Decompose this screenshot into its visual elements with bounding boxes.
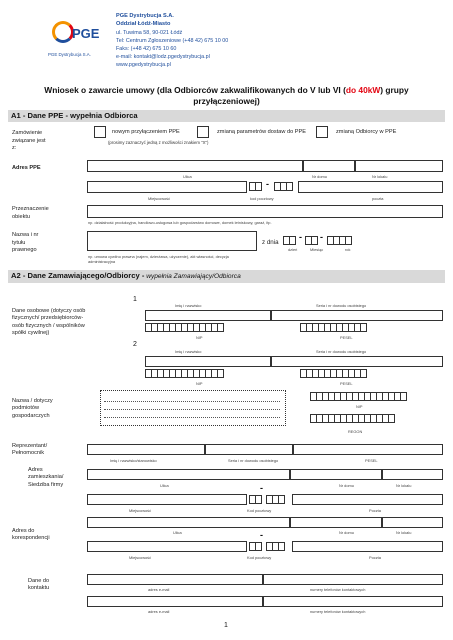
company-web[interactable]: www.pgedystrybucja.pl (116, 62, 171, 68)
section-a2-header (8, 270, 445, 283)
representative-name-caption: Imię i nazwisko/stanowisko (110, 458, 157, 463)
option-new-connection-label: nowym przyłączeniem PPE (112, 129, 180, 135)
logo-ring-icon (52, 21, 74, 43)
date-month-caption: Miesiąc (310, 247, 324, 252)
representative-id-field[interactable] (205, 444, 293, 455)
residence-city-caption: Miejscowość (129, 508, 152, 513)
postcode-dash: - (260, 530, 263, 540)
legal-title-label: Nazwa i nr tytułu prawnego (12, 232, 39, 254)
person-1-nip-field[interactable] (145, 323, 223, 332)
residence-city-field[interactable] (87, 494, 247, 505)
contact-email-caption-1: adres e-mail (148, 587, 170, 592)
person-1-id-caption: Seria i nr dowodu osobistego (316, 303, 367, 308)
option-new-connection-checkbox[interactable] (94, 126, 106, 138)
person-1-pesel-field[interactable] (300, 323, 366, 332)
corr-flat-field[interactable] (382, 517, 443, 528)
representative-label: Reprezentant/ Pełnomocnik (12, 443, 48, 457)
correspondence-address-label: Adres do korespondencji (12, 528, 50, 542)
ppe-street-field[interactable] (87, 160, 303, 172)
company-phone: Tel: Centrum Zgłoszeniowe (+48 42) 675 10 00 (116, 38, 229, 44)
contact-data-label: Dane do kontaktu (28, 578, 50, 592)
representative-name-field[interactable] (87, 444, 205, 455)
person-1-nip-caption: NIP (196, 335, 203, 340)
a2-header-text: A2 - Dane Zamawiającego/Odbiorcy - (11, 271, 145, 280)
person-2-name-field[interactable] (145, 356, 271, 367)
person-1-pesel-caption: PESEL (340, 335, 353, 340)
representative-pesel-field[interactable] (293, 444, 443, 455)
company-email[interactable]: e-mail: kontakt@lodz.pgedystrybucja.pl (116, 54, 210, 60)
page-number: 1 (224, 622, 228, 629)
date-label: z dnia (262, 239, 279, 246)
residence-postcode-field-b[interactable] (266, 495, 284, 504)
corr-street-caption: Ulica (173, 530, 182, 535)
corr-postcode-field-b[interactable] (266, 542, 284, 551)
dotted-line (104, 409, 280, 410)
legal-title-hint: np. umowa cywilno prawna (najem, dzierżawa, użyczenie), akt własności, decyzja administracyjna (88, 254, 229, 265)
residence-post-caption: Poczta (369, 508, 381, 513)
title-part-a: Wniosek o zawarcie umowy (dla Odbiorców zakwalifikowanych do V lub VI ( (44, 85, 346, 95)
ppe-city-caption: Miejscowość (148, 196, 171, 201)
residence-flat-field[interactable] (382, 469, 443, 480)
person-1-name-caption: Imię i nazwisko (175, 303, 202, 308)
ppe-street-caption: Ulica (183, 174, 192, 179)
person-2-name-caption: Imię i nazwisko (175, 349, 202, 354)
person-2-pesel-field[interactable] (300, 369, 366, 378)
person-2-nip-field[interactable] (145, 369, 223, 378)
company-street: ul. Tuwima 58, 90-021 Łódź (116, 30, 183, 36)
adres-ppe-label: Adres PPE (12, 165, 41, 171)
corr-post-field[interactable] (292, 541, 443, 552)
option-note: (prosimy zaznaczyć jedną z możliwości znakiem "X") (108, 140, 209, 145)
representative-pesel-caption: PESEL (365, 458, 378, 463)
company-name: PGE Dystrybucja S.A. (116, 13, 174, 19)
pge-logo (48, 17, 106, 63)
representative-id-caption: Seria i nr dowodu osobistego (228, 458, 279, 463)
residence-postcode-field[interactable] (249, 495, 261, 504)
dotted-line (104, 417, 280, 418)
person-1-name-field[interactable] (145, 310, 271, 321)
zamowienie-label: Zamówienie związane jest z: (12, 130, 46, 152)
company-entity-label: Nazwa / dotyczy podmiotów gospodarczych (12, 398, 53, 419)
corr-postcode-field[interactable] (249, 542, 261, 551)
person-2-id-field[interactable] (271, 356, 443, 367)
title-red-part: do 40kW (345, 85, 381, 95)
contact-email-field-1[interactable] (87, 574, 263, 585)
contact-phone-caption-1: numery telefonów kontaktowych (310, 587, 366, 592)
contact-phone-field-2[interactable] (263, 596, 443, 607)
logo-subtext: PGE Dystrybucja S.A. (48, 52, 91, 57)
ppe-postcode-field[interactable] (249, 182, 261, 191)
date-month-field[interactable] (305, 236, 317, 245)
a2-header-italic: wypełnia Zamawiający/Odbiorca (144, 273, 241, 280)
company-branch: Oddział Łódź-Miasto (116, 21, 171, 27)
ppe-city-field[interactable] (87, 181, 247, 193)
contact-email-caption-2: adres e-mail (148, 609, 170, 614)
corr-post-caption: Poczta (369, 555, 381, 560)
person-2-number: 2 (133, 341, 137, 348)
date-day-field[interactable] (283, 236, 295, 245)
company-regon-field[interactable] (310, 414, 394, 423)
date-dash-1: - (299, 232, 302, 242)
corr-house-caption: Nr domu (339, 530, 354, 535)
ppe-flat-field[interactable] (355, 160, 443, 172)
person-1-id-field[interactable] (271, 310, 443, 321)
date-year-caption: rok (345, 247, 351, 252)
dotted-line (104, 401, 280, 402)
legal-title-field[interactable] (87, 231, 257, 251)
person-2-nip-caption: NIP (196, 381, 203, 386)
person-1-number: 1 (133, 296, 137, 303)
date-day-caption: dzień (288, 247, 298, 252)
personal-data-label: Dane osobowe (dotyczy osób fizycznych/ przedsiębiorców-osób fizycznych / wspólników spółki cywilnej) (12, 308, 86, 336)
option-change-params-label: zmianą parametrów dostaw do PPE (217, 129, 306, 135)
logo-text: PGE (72, 26, 100, 41)
postcode-dash: - (260, 483, 263, 493)
company-nip-field[interactable] (310, 392, 406, 401)
ppe-postcode-field-b[interactable] (274, 182, 292, 191)
ppe-post-field[interactable] (298, 181, 443, 193)
option-change-params-checkbox[interactable] (197, 126, 209, 138)
residence-post-field[interactable] (292, 494, 443, 505)
residence-flat-caption: Nr lokalu (396, 483, 412, 488)
purpose-hint: np. działalność produkcyjna, handlowo-usługowa lub gospodarstwo domowe, domek letniskowy, garaż, itp. (88, 220, 272, 225)
residence-address-label: Adres zamieszkania/ Siedziba firmy (28, 467, 64, 488)
option-change-recipient-checkbox[interactable] (316, 126, 328, 138)
przeznaczenie-label: Przeznaczenie obiektu (12, 206, 49, 220)
residence-street-caption: Ulica (160, 483, 169, 488)
form-title-line2: przyłączeniowej) (193, 96, 260, 106)
ppe-house-caption: Nr domu (312, 174, 327, 179)
corr-city-caption: Miejscowość (129, 555, 152, 560)
corr-postcode-caption: Kod pocztowy (247, 555, 272, 560)
person-2-id-caption: Seria i nr dowodu osobistego (316, 349, 367, 354)
ppe-post-caption: poczta (372, 196, 384, 201)
date-year-field[interactable] (327, 236, 351, 245)
purpose-field[interactable] (87, 205, 443, 218)
corr-street-field[interactable] (87, 517, 290, 528)
title-part-b: ) grupy (380, 85, 409, 95)
corr-city-field[interactable] (87, 541, 247, 552)
company-entity-name-field[interactable] (100, 390, 286, 426)
corr-house-field[interactable] (290, 517, 382, 528)
residence-house-caption: Nr domu (339, 483, 354, 488)
residence-house-field[interactable] (290, 469, 382, 480)
postcode-dash: - (266, 179, 269, 189)
ppe-postcode-caption: kod pocztowy (250, 196, 274, 201)
company-regon-caption: REGON (348, 429, 363, 434)
ppe-flat-caption: Nr lokalu (372, 174, 388, 179)
contact-phone-caption-2: numery telefonów kontaktowych (310, 609, 366, 614)
section-a1-header: A1 - Dane PPE - wypełnia Odbiorca (8, 110, 445, 122)
contact-phone-field-1[interactable] (263, 574, 443, 585)
option-change-recipient-label: zmianą Odbiorcy w PPE (336, 129, 397, 135)
company-fax: Faks: (+48 42) 675 10 60 (116, 46, 177, 52)
residence-postcode-caption: Kod pocztowy (247, 508, 272, 513)
company-nip-caption: NIP (356, 404, 363, 409)
corr-flat-caption: Nr lokalu (396, 530, 412, 535)
form-title-line1 (0, 86, 453, 94)
person-2-pesel-caption: PESEL (340, 381, 353, 386)
residence-street-field[interactable] (87, 469, 290, 480)
ppe-house-field[interactable] (303, 160, 355, 172)
date-dash-2: - (320, 232, 323, 242)
contact-email-field-2[interactable] (87, 596, 263, 607)
